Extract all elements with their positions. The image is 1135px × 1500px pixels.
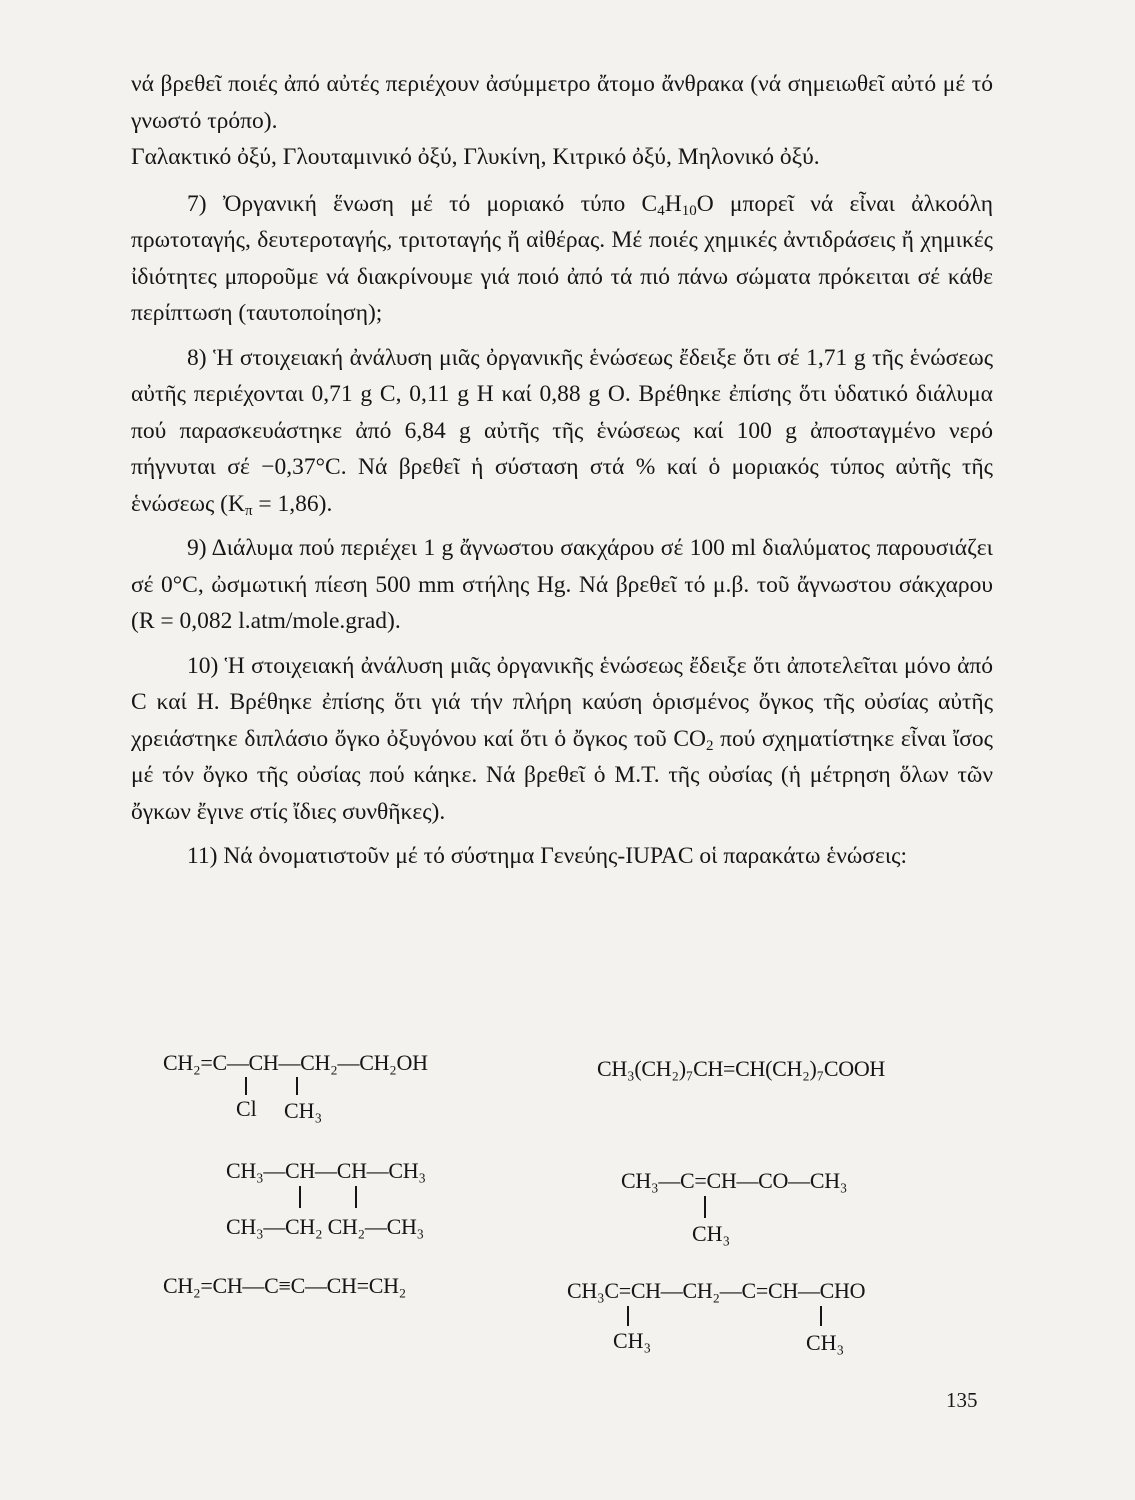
page-number: 135 [946, 1388, 978, 1412]
formula-4: CH₃—C=CH—CO—CH₃ [621, 1168, 848, 1193]
exercise-8: 8) Ἡ στοιχειακή ἀνάλυση μιᾶς ὀργανικῆς ἑνώσεως ἔδειξε ὅτι σέ 1,71 g τῆς ἑνώσεως αὐτῆς περιέχονται 0,71 g C, 0,11 g H καί 0,88 g O. Βρέθηκε ἐπίσης ὅτι ὑδατικό διάλυμα πού παρασκευάστηκε ἀπό 6,84 g αὐτῆς τῆς ἑνώσεως καί 100 g ἀποσταγμένο νερό πήγνυται σέ −0,37°C. Νά βρεθεῖ ἡ σύσταση στά % καί ὁ μοριακός τύπος αὐτῆς τῆς ἑνώσεως $(K_\pi = 1,86)$. [131, 344, 993, 519]
formula-4-bond [704, 1196, 706, 1218]
formula-6-bond-a [627, 1306, 629, 1326]
formula-1-substituent-cl: Cl [236, 1096, 257, 1121]
formula-1-bond-b [296, 1077, 298, 1095]
formula-3: CH₃—CH—CH—CH₃ [226, 1158, 426, 1183]
exercise-11: 11) Νά ὀνοματιστοῦν μέ τό σύστημα Γενεύης-IUPAC οἱ παρακάτω ἑνώσεις: [187, 843, 907, 869]
formula-6-bond-b [820, 1306, 822, 1326]
formula-1-substituent-ch3: CH₃ [284, 1098, 323, 1123]
formula-1: CH₂=C—CH—CH₂—CH₂OH [163, 1050, 428, 1075]
formula-5: CH₂=CH—C≡C—CH=CH₂ [163, 1273, 407, 1298]
formula-1-bond-a [245, 1077, 247, 1095]
paragraph-intro: νά βρεθεῖ ποιές ἀπό αὐτές περιέχουν ἀσύμμετρο ἄτομο ἄνθρακα (νά σημειωθεῖ αὐτό μέ τό γνωστό τρόπο). [131, 71, 993, 134]
exercise-7: 7) Ὀργανική ἕνωση μέ τό μοριακό τύπο $C_4H_{10}O$ μπορεῖ νά εἶναι ἀλκοόλη πρωτοταγής, δευτεροταγής, τριτοταγής ἤ αἰθέρας. Μέ ποιές χημικές ἀντιδράσεις ἤ χημικές ἰδιότητες μποροῦμε νά διακρίνουμε γιά ποιό ἀπό τά πιό πάνω σώματα πρόκειται σέ κάθε περίπτωση (ταυτοποίηση); [131, 190, 994, 326]
formula-6: CH₃C=CH—CH₂—C=CH—CHO [567, 1278, 866, 1303]
paragraph-acid-list: Γαλακτικό ὀξύ, Γλουταμινικό ὀξύ, Γλυκίνη, Κιτρικό ὀξύ, Μηλονικό ὀξύ. [131, 144, 820, 170]
body-text [131, 66, 993, 875]
formula-3-substituents: CH₃—CH₂ CH₂—CH₃ [226, 1214, 424, 1239]
formula-2: CH₃(CH₂)₇CH=CH(CH₂)₇COOH [597, 1056, 886, 1081]
formula-6-substituent-b: CH₃ [806, 1330, 845, 1355]
formula-6-substituent-a: CH₃ [613, 1328, 652, 1353]
exercise-9: 9) Διάλυμα πού περιέχει 1 g ἄγνωστου σακχάρου σέ 100 ml διαλύματος παρουσιάζει σέ 0°C, ὠσμωτική πίεση 500 mm στήλης Hg. Νά βρεθεῖ τό μ.β. τοῦ ἄγνωστου σάκχαρου (R = 0,082 l.atm/mole.grad). [131, 535, 993, 634]
formula-3-bond-a [299, 1186, 301, 1208]
formula-3-bond-b [355, 1186, 357, 1208]
exercise-10: 10) Ἡ στοιχειακή ἀνάλυση μιᾶς ὀργανικῆς ἑνώσεως ἔδειξε ὅτι ἀποτελεῖται μόνο ἀπό C καί H. Βρέθηκε ἐπίσης ὅτι γιά τήν πλήρη καύση ὁρισμένος ὄγκος τῆς οὐσίας αὐτῆς χρειάστηκε διπλάσιο ὄγκο ὀξυγόνου καί ὅτι ὁ ὄγκος τοῦ $CO_2$ πού σχηματίστηκε εἶναι ἴσος μέ τόν ὄγκο τῆς οὐσίας πού κάηκε. Νά βρεθεῖ ὁ Μ.Τ. τῆς οὐσίας (ἡ μέτρηση ὅλων τῶν ὄγκων ἔγινε στίς ἴδιες συνθῆκες). [131, 652, 993, 825]
formula-4-substituent: CH₃ [692, 1221, 731, 1246]
